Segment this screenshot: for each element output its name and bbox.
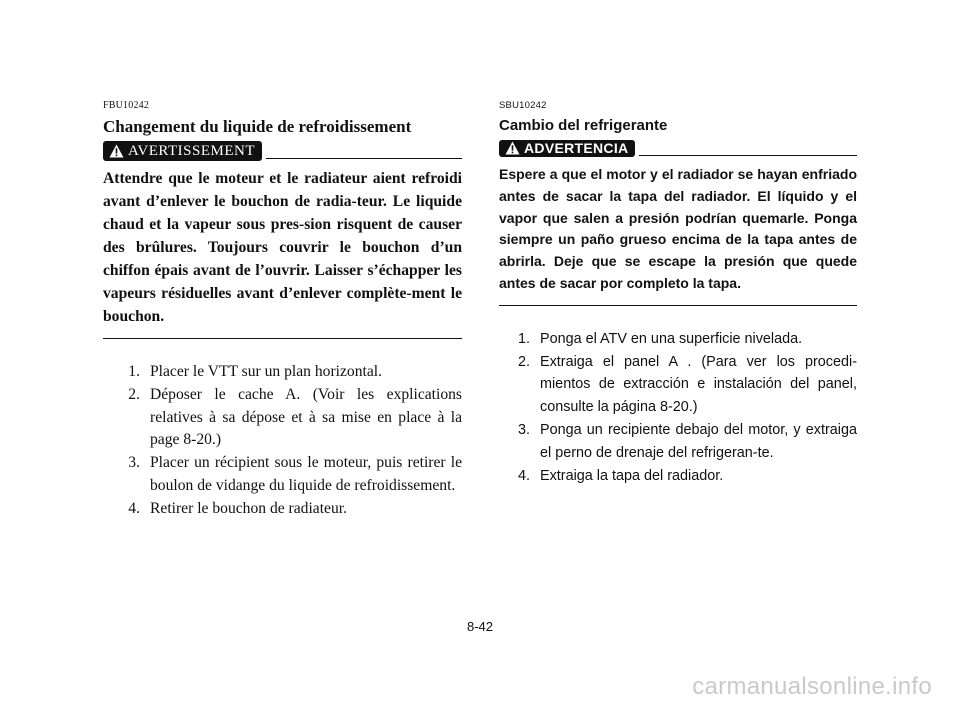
step-number: 2. [128, 385, 140, 403]
list-item [103, 498, 462, 521]
list-item [499, 351, 857, 419]
step-number: 3. [517, 421, 530, 438]
warning-triangle-icon [505, 141, 520, 155]
section-code: SBU10242 [499, 100, 547, 111]
list-item [499, 328, 857, 351]
section-code: FBU10242 [103, 100, 150, 111]
step-text: Placer le VTT sur un plan horizontal. [150, 363, 382, 380]
list-item [103, 384, 462, 452]
warning-text: Attendre que le moteur et le radiateur aient refroidi avant d’enlever le bouchon de radia-teur. Le liquide chaud et la vapeur sous pres-sion risquent de causer des brûlures. Toujours couvrir le bouchon d’un chiffon épais avant de l’ouvrir. Laisser s’échapper les vapeurs résiduelles avant d’enlever complète-ment le bouchon. [103, 167, 462, 339]
warning-rule [266, 158, 462, 159]
step-number: 1. [128, 363, 140, 380]
list-item [103, 452, 462, 498]
steps-list [499, 328, 857, 488]
step-text: Ponga un recipiente debajo del motor, y extraiga el perno de drenaje del refrigeran-te. [540, 421, 857, 461]
warning-triangle-icon [109, 144, 124, 158]
warning-label: AVERTISSEMENT [128, 142, 255, 159]
step-text: Déposer le cache A. (Voir les explications relatives à sa dépose et à sa mise en place à la page 8-20.) [150, 385, 462, 449]
warning-text: Espere a que el motor y el radiador se hayan enfriado antes de sacar la tapa del radiador. El líquido y el vapor que salen a presión podrían quemarle. Ponga siempre un paño grueso encima de la tapa antes de abrirla. Deje que se escape la presión que quede antes de sacar por completo la tapa. [499, 164, 857, 306]
steps-list [103, 361, 462, 521]
step-text: Extraiga el panel A . (Para ver los procedi-mientos de extracción e instalación del panel, consulte la página 8-20.) [540, 353, 857, 416]
step-number: 2. [517, 353, 530, 370]
list-item [499, 465, 857, 488]
section-title: Changement du liquide de refroidissement [103, 117, 412, 136]
list-item [499, 419, 857, 465]
step-number: 3. [128, 454, 140, 472]
warning-header [499, 138, 857, 158]
warning-badge [103, 141, 262, 161]
french-column [103, 100, 462, 521]
warning-rule [639, 155, 857, 156]
page-number: 8-42 [466, 619, 494, 634]
section-title: Cambio del refrigerante [499, 117, 668, 134]
warning-label: ADVERTENCIA [524, 140, 629, 156]
step-number: 1. [517, 330, 530, 347]
step-text: Placer un récipient sous le moteur, puis retirer le boulon de vidange du liquide de refroidissement. [150, 454, 462, 494]
list-item [103, 361, 462, 384]
step-text: Extraiga la tapa del radiador. [540, 467, 724, 484]
spanish-column [499, 100, 857, 487]
step-number: 4. [517, 467, 530, 484]
watermark: carmanualsonline.info [692, 673, 932, 700]
step-number: 4. [128, 499, 140, 517]
warning-header [103, 141, 462, 161]
warning-badge [499, 140, 635, 157]
step-text: Ponga el ATV en una superficie nivelada. [540, 330, 803, 347]
step-text: Retirer le bouchon de radiateur. [150, 499, 348, 517]
